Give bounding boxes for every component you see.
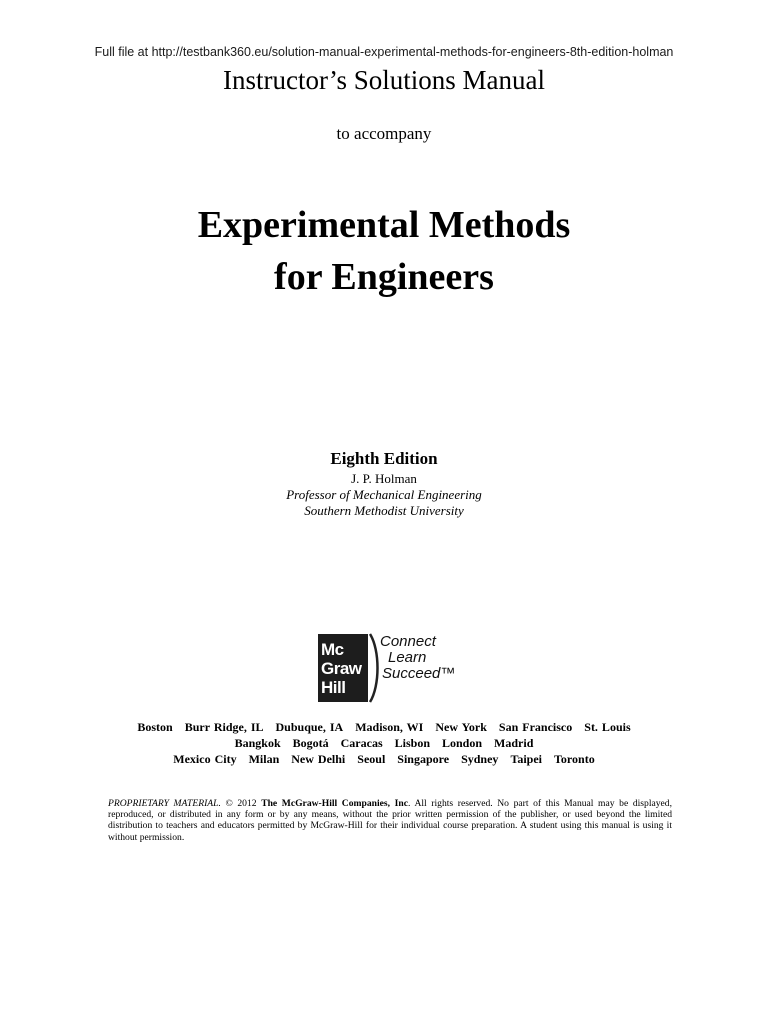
city: Seoul [357, 752, 386, 766]
author-title: Professor of Mechanical Engineering [286, 487, 482, 502]
city: Mexico City [173, 752, 237, 766]
cities-line-2 [0, 735, 768, 751]
city: Bangkok [234, 736, 281, 750]
notice-company: The McGraw-Hill Companies, Inc [261, 798, 408, 809]
city: Burr Ridge, IL [184, 720, 264, 734]
author-name: J. P. Holman [351, 471, 417, 486]
city: Singapore [397, 752, 450, 766]
manual-title: Instructor’s Solutions Manual [223, 65, 545, 95]
city: New Delhi [291, 752, 346, 766]
city: St. Louis [584, 720, 631, 734]
logo-tagline [380, 634, 455, 682]
city: Boston [137, 720, 173, 734]
city: Madrid [494, 736, 534, 750]
city: Toronto [554, 752, 595, 766]
logo-tagline-word: Connect [380, 633, 436, 650]
book-title-line2: for Engineers [274, 256, 494, 298]
logo-word: Mc [321, 640, 344, 659]
book-title [0, 199, 768, 303]
notice-text: . All rights reserved. No part of this Manual may be displayed, reproduced, or distributed in any form or by any means, without the prior written permission of the publisher, or used beyond the limited distribution to teachers and educators permitted by McGraw-Hill for their individual course preparation. A student using this manual is using it without permission. [108, 798, 673, 843]
mcgraw-hill-logo-icon [318, 634, 368, 702]
city: Caracas [340, 736, 383, 750]
city: San Francisco [498, 720, 573, 734]
city: Madison, WI [355, 720, 424, 734]
notice-copyright: © 2012 [225, 798, 257, 809]
author-affiliation: Southern Methodist University [304, 503, 464, 518]
city: Milan [248, 752, 280, 766]
publisher-cities [0, 719, 768, 767]
cities-line-1 [0, 719, 768, 735]
cities-line-3 [0, 751, 768, 767]
source-url[interactable]: Full file at http://testbank360.eu/solution-manual-experimental-methods-for-engineers-8th-edition-holman [94, 45, 674, 59]
city: Sydney [461, 752, 499, 766]
book-title-line1: Experimental Methods [197, 204, 571, 246]
city: New York [435, 720, 487, 734]
notice-label: PROPRIETARY MATERIAL. [108, 798, 221, 809]
city: London [442, 736, 483, 750]
city: Dubuque, IA [275, 720, 344, 734]
city: Bogotá [292, 736, 329, 750]
logo-word: Hill [321, 678, 346, 697]
publisher-logo [318, 632, 463, 704]
logo-tagline-word: Succeed™ [382, 665, 456, 682]
city: Lisbon [394, 736, 430, 750]
city: Taipei [510, 752, 543, 766]
edition: Eighth Edition [330, 449, 438, 468]
proprietary-notice [108, 798, 672, 843]
logo-word: Graw [321, 659, 362, 678]
logo-tagline-word: Learn [388, 649, 427, 666]
accompany-text: to accompany [336, 124, 432, 143]
